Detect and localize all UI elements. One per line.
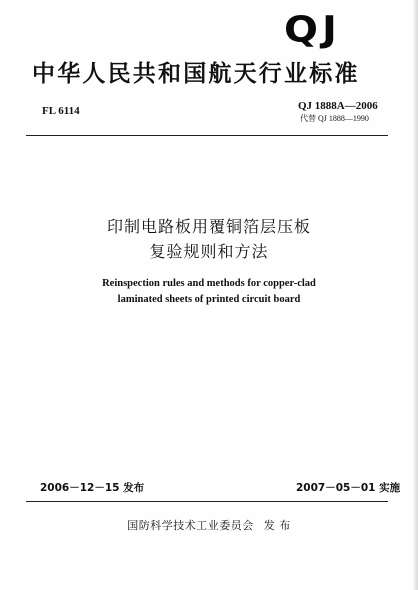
classification-code: FL 6114	[42, 105, 80, 117]
implementation-date: 2007－05－01 实施	[296, 482, 401, 494]
standard-number: QJ 1888A—2006	[298, 100, 378, 112]
standard-type-heading: 中华人民共和国航天行业标准	[32, 61, 360, 87]
replaces-note	[300, 114, 369, 124]
replaces-label: 代替	[300, 114, 316, 123]
replaces-number: QJ 1888—1990	[318, 114, 369, 123]
publish-verb: 发 布	[263, 519, 291, 532]
qj-logo: QJ	[284, 9, 341, 51]
title-english-line-1: Reinspection rules and methods for copper-clad	[102, 278, 316, 289]
publisher-line	[0, 519, 418, 533]
title-chinese-line-1: 印制电路板用覆铜箔层压板	[106, 217, 311, 236]
issue-date: 2006－12－15 发布	[40, 482, 145, 494]
publisher-name: 国防科学技术工业委员会	[127, 519, 254, 532]
title-english-line-2: laminated sheets of printed circuit board	[117, 294, 301, 305]
footer-divider	[26, 501, 388, 502]
header-divider	[26, 135, 388, 136]
title-chinese-line-2: 复验规则和方法	[149, 242, 269, 261]
